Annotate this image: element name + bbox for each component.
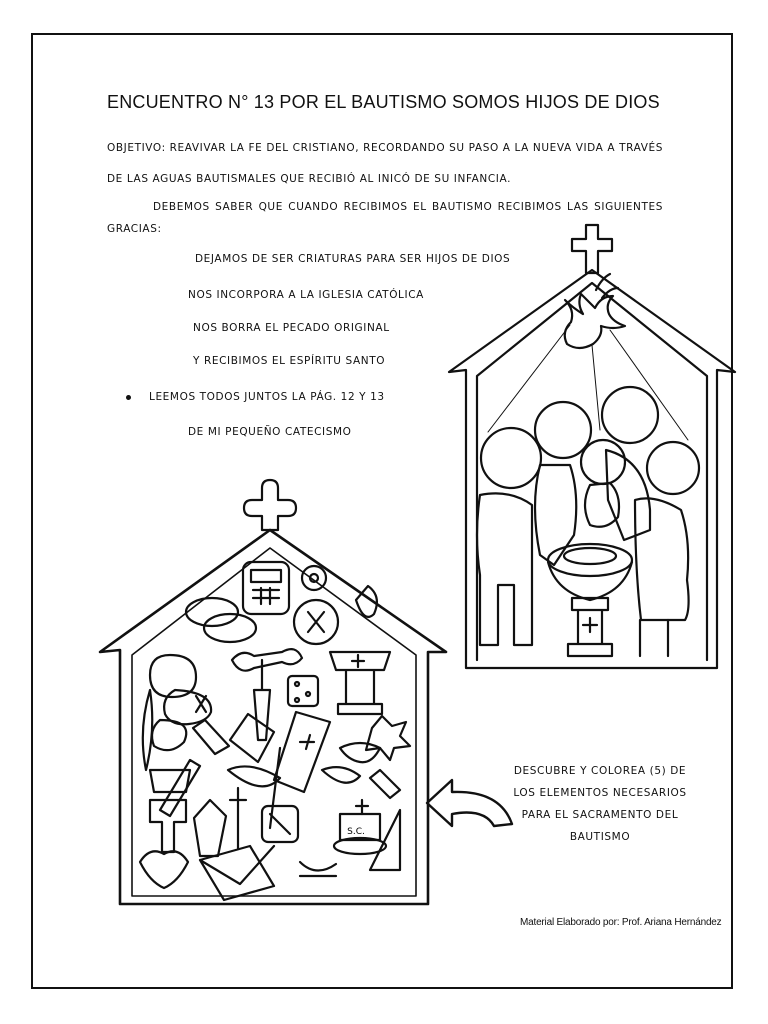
grace-item: NOS BORRA EL PECADO ORIGINAL bbox=[193, 322, 390, 334]
grace-item: DEJAMOS DE SER CRIATURAS PARA SER HIJOS DE DIOS bbox=[195, 253, 511, 265]
reading-line-2: DE MI PEQUEÑO CATECISMO bbox=[188, 426, 352, 438]
instruction-text: DESCUBRE Y COLOREA (5) DE LOS ELEMENTOS NECESARIOS PARA EL SACRAMENTO DEL BAUTISMO bbox=[513, 765, 687, 843]
font-label: S.C. bbox=[347, 827, 365, 837]
reading-line-1: LEEMOS TODOS JUNTOS LA PÁG. 12 Y 13 bbox=[149, 391, 385, 403]
author-credit: Material Elaborado por: Prof. Ariana Hernández bbox=[520, 917, 722, 928]
objective-text: OBJETIVO: REAVIVAR LA FE DEL CRISTIANO, RECORDANDO SU PASO A LA NUEVA VIDA A TRAVÉS DE LAS AGUAS BAUTISMALES QUE RECIBIÓ AL INICÓ DE SU INFANCIA. bbox=[107, 142, 663, 185]
intro-text: DEBEMOS SABER QUE CUANDO RECIBIMOS EL BAUTISMO RECIBIMOS LAS SIGUIENTES GRACIAS: bbox=[107, 201, 663, 235]
grace-item: Y RECIBIMOS EL ESPÍRITU SANTO bbox=[193, 355, 386, 367]
grace-item: NOS INCORPORA A LA IGLESIA CATÓLICA bbox=[188, 289, 424, 301]
page-title: ENCUENTRO N° 13 POR EL BAUTISMO SOMOS HIJOS DE DIOS bbox=[107, 92, 660, 112]
